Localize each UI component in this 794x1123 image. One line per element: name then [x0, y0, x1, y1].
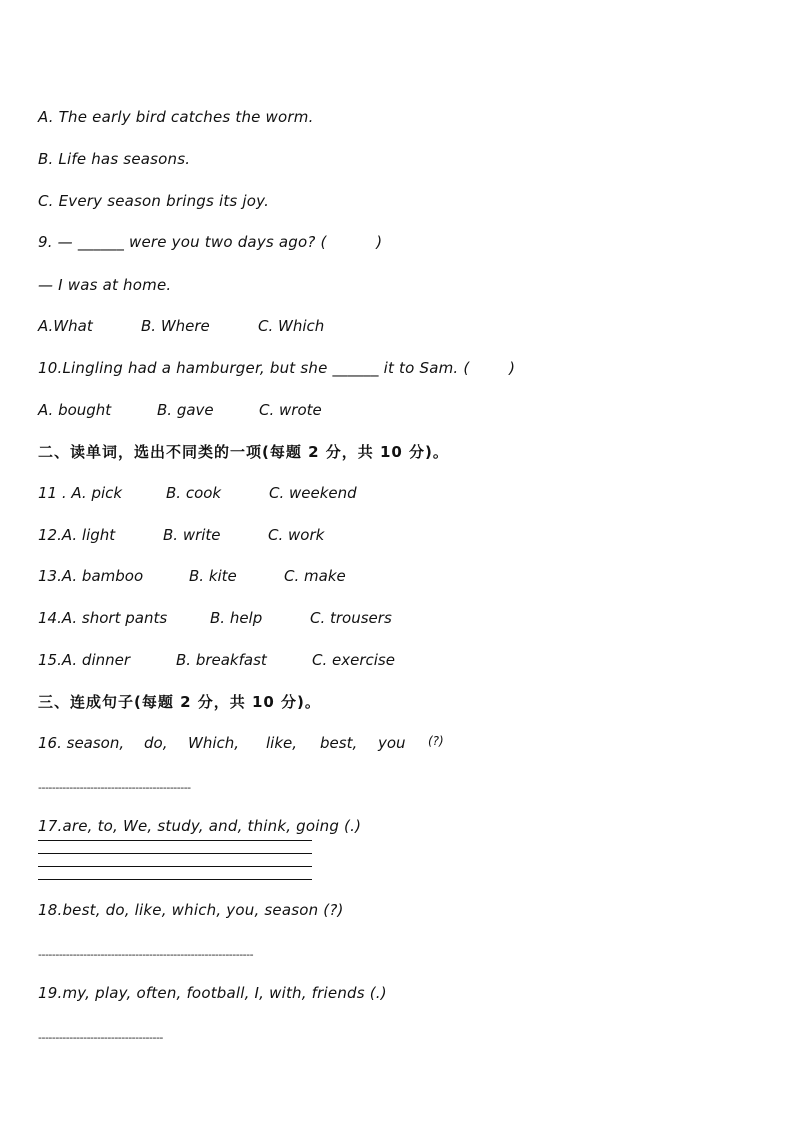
item-11-c: C. weekend [269, 484, 357, 502]
q10-option-a: A. bought [38, 401, 112, 419]
item-12-b: B. write [163, 526, 221, 544]
question-17: 17.are, to, We, study, and, think, going (.) [38, 817, 362, 835]
item-15-a: 15.A. dinner [38, 651, 131, 669]
q16-word-2: do, [144, 734, 168, 752]
q16-word-3: Which, [188, 734, 240, 752]
option-a-early-bird: A. The early bird catches the worm. [38, 108, 314, 126]
q16-word-4: like, [266, 734, 298, 752]
item-11-a: 11 . A. pick [38, 484, 123, 502]
q17-answer-line-3 [38, 866, 312, 867]
q17-answer-line-2 [38, 853, 312, 854]
q16-answer-blank: -------------------------------------------- [38, 781, 191, 794]
section-3-title: 三、连成句子(每题 2 分，共 10 分)。 [38, 693, 321, 711]
item-14-b: B. help [210, 609, 263, 627]
q17-answer-line-1 [38, 840, 312, 841]
item-11-b: B. cook [166, 484, 222, 502]
q9-option-b: B. Where [141, 317, 210, 335]
q18-answer-blank: -------------------------------------------------------------- [38, 948, 254, 961]
q19-answer-blank: ------------------------------------ [38, 1031, 163, 1044]
item-13-a: 13.A. bamboo [38, 567, 144, 585]
item-15-b: B. breakfast [176, 651, 267, 669]
q17-answer-line-4 [38, 879, 312, 880]
q16-word-7: (?) [428, 734, 444, 748]
q16-word-5: best, [320, 734, 358, 752]
option-c-every-season: C. Every season brings its joy. [38, 192, 270, 210]
item-15-c: C. exercise [312, 651, 395, 669]
item-12-a: 12.A. light [38, 526, 116, 544]
question-19: 19.my, play, often, football, I, with, friends (.) [38, 984, 387, 1002]
q9-option-a: A.What [38, 317, 93, 335]
section-2-title: 二、读单词，选出不同类的一项(每题 2 分，共 10 分)。 [38, 443, 449, 461]
question-10: 10.Lingling had a hamburger, but she ______ it to Sam. ( ) [38, 359, 516, 377]
q9-option-c: C. Which [258, 317, 325, 335]
item-12-c: C. work [268, 526, 325, 544]
item-13-c: C. make [284, 567, 346, 585]
q10-option-c: C. wrote [259, 401, 322, 419]
question-18: 18.best, do, like, which, you, season (?) [38, 901, 344, 919]
item-14-a: 14.A. short pants [38, 609, 168, 627]
q10-option-b: B. gave [157, 401, 214, 419]
item-14-c: C. trousers [310, 609, 392, 627]
item-13-b: B. kite [189, 567, 237, 585]
question-9: 9. — ______ were you two days ago? ( ) [38, 233, 383, 251]
q16-word-1: 16. season, [38, 734, 125, 752]
option-b-life-seasons: B. Life has seasons. [38, 150, 191, 168]
question-9-answer: — I was at home. [38, 276, 172, 294]
q16-word-6: you [378, 734, 406, 752]
